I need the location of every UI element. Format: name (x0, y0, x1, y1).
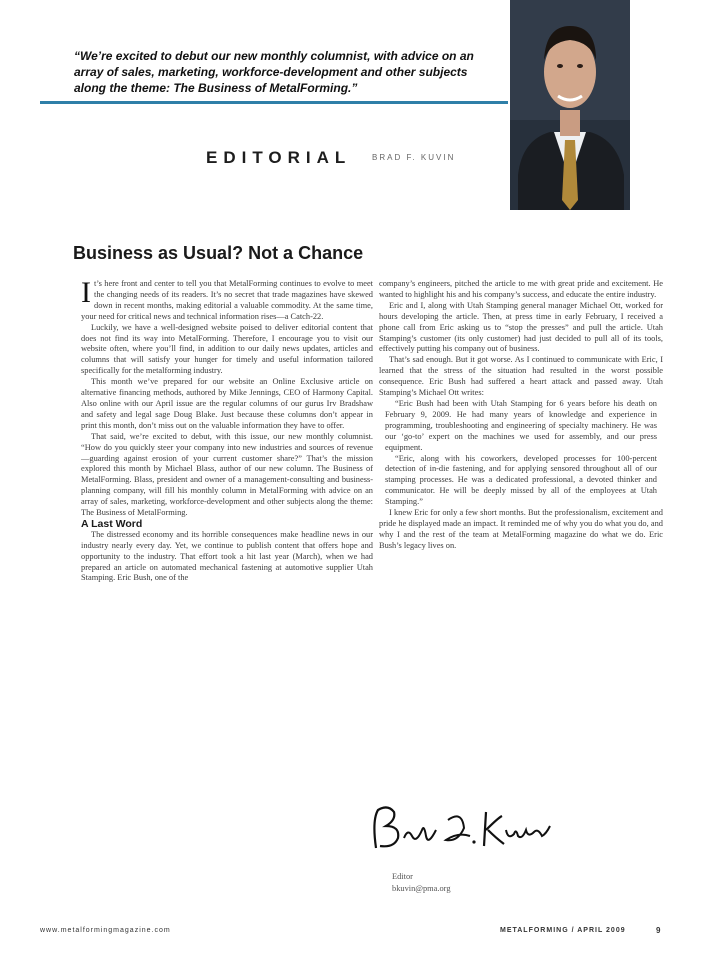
author-photo (510, 0, 630, 210)
paragraph-text: t’s here front and center to tell you that MetalForming continues to evolve to meet the changing needs of its readers. It’s no secret that trade magazines have skewed down in recent months, making editorial a valuable commodity. At the same time, your need for critical news and technical information rises—a Catch-22. (81, 279, 373, 321)
article-column-1 (81, 279, 373, 904)
pull-quote: “We’re excited to debut our new monthly columnist, with advice on an array of sales, marketing, workforce-development and other subjects along the theme: The Business of MetalForming.” (74, 49, 474, 95)
paragraph: company’s engineers, pitched the article to me with great pride and excitement. He wanted to highlight his and his company’s success, and educate the entire industry. (379, 279, 663, 299)
signature-image (366, 800, 556, 860)
paragraph: That’s sad enough. But it got worse. As I continued to communicate with Eric, I learned that the stress of the situation had resulted in the worst possible consequence. Eric Bush had suffered a heart attack and passed away. Utah Stamping’s Michael Ott writes: (379, 355, 663, 398)
byline: BRAD F. KUVIN (372, 153, 456, 162)
quoted-paragraph: “Eric Bush had been with Utah Stamping for 6 years before his death on February 9, 2009. He had many years of knowledge and experience in programming, troubleshooting and engineering of specialty machinery. He was our ‘go-to’ expert on the machines we used for assembly, and our press equipment. (385, 398, 657, 452)
paragraph: I knew Eric for only a few short months. But the professionalism, excitement and pride he displayed made an impact. It reminded me of why you do what you do, and why I and the rest of the team at MetalForming magazine do what we do. Eric Bush’s legacy lives on. (379, 508, 663, 550)
section-title: EDITORIAL (206, 148, 352, 167)
drop-cap: I (81, 279, 91, 309)
paragraph: Eric and I, along with Utah Stamping general manager Michael Ott, worked for hours developing the article. Then, at press time in early February, I received a phone call from Eric asking us to “stop the presses” and pull the article. Utah Stamping’s customer (its only customer) had just decided to pull all of its tools, effectively putting his company out of business. (379, 300, 663, 354)
paragraph (81, 279, 373, 323)
article-column-2 (379, 279, 663, 759)
footer-website[interactable]: www.metalformingmagazine.com (40, 927, 171, 934)
paragraph: That said, we’re excited to debut, with this issue, our new monthly columnist. “How do you quickly steer your company into new industries and sources of revenue—guarding against erosion of your current customer share?” That’s the mission explored this month by Michael Blass, author of our new column. The Business of MetalForming. Blass, president and owner of a management-consulting and business-planning company, will fill his monthly column in MetalForming with advice on an array of sales, marketing, workforce-development and other subjects along the theme: The Business of MetalForming. (81, 431, 373, 518)
paragraph: Luckily, we have a well-designed website poised to deliver editorial content that does not find its way into MetalForming. Therefore, I encourage you to visit our website often, where you’ll find, in addition to our daily news updates, articles and columns that will satisfy your hunger for timely and useful information tailored specifically for the metalforming industry. (81, 322, 373, 376)
paragraph: The distressed economy and its horrible consequences make headline news in our industry nearly every day. Yet, we continue to publish content that offers hope and opportunity to the industry. That effort took a hit last year (March), when we had prepared an article on automated mechanical fastening at automotive supplier Utah Stamping. Eric Bush, one of the (81, 529, 373, 583)
page-number: 9 (656, 926, 661, 935)
quote-rule (40, 101, 508, 104)
portrait-image (510, 0, 630, 210)
headline: Business as Usual? Not a Chance (73, 243, 364, 263)
subhead: A Last Word (81, 517, 143, 530)
paragraph: This month we’ve prepared for our website an Online Exclusive article on alternative financing methods, authored by Mike Jennings, CEO of Harmony Capital. Also online with our April issue are the regular columns of our gurus Irv Bradshaw and safety and legal sage Doug Blake. Just because these columns don’t appear in print this month, don’t miss out on the valuable information they have to offer. (81, 377, 373, 430)
signature-title: Editor (392, 872, 413, 881)
quoted-paragraph: “Eric, along with his coworkers, developed processes for 100-percent detection of in-die fastening, and for applying sensored throughout all of our stamping processes. He was a dedicated professional, a devoted thinker and communicator. He will be deeply missed by all of the employees at Utah Stamping.” (385, 453, 657, 507)
footer-issue: METALFORMING / APRIL 2009 (500, 927, 626, 934)
signature-email[interactable]: bkuvin@pma.org (392, 884, 451, 893)
